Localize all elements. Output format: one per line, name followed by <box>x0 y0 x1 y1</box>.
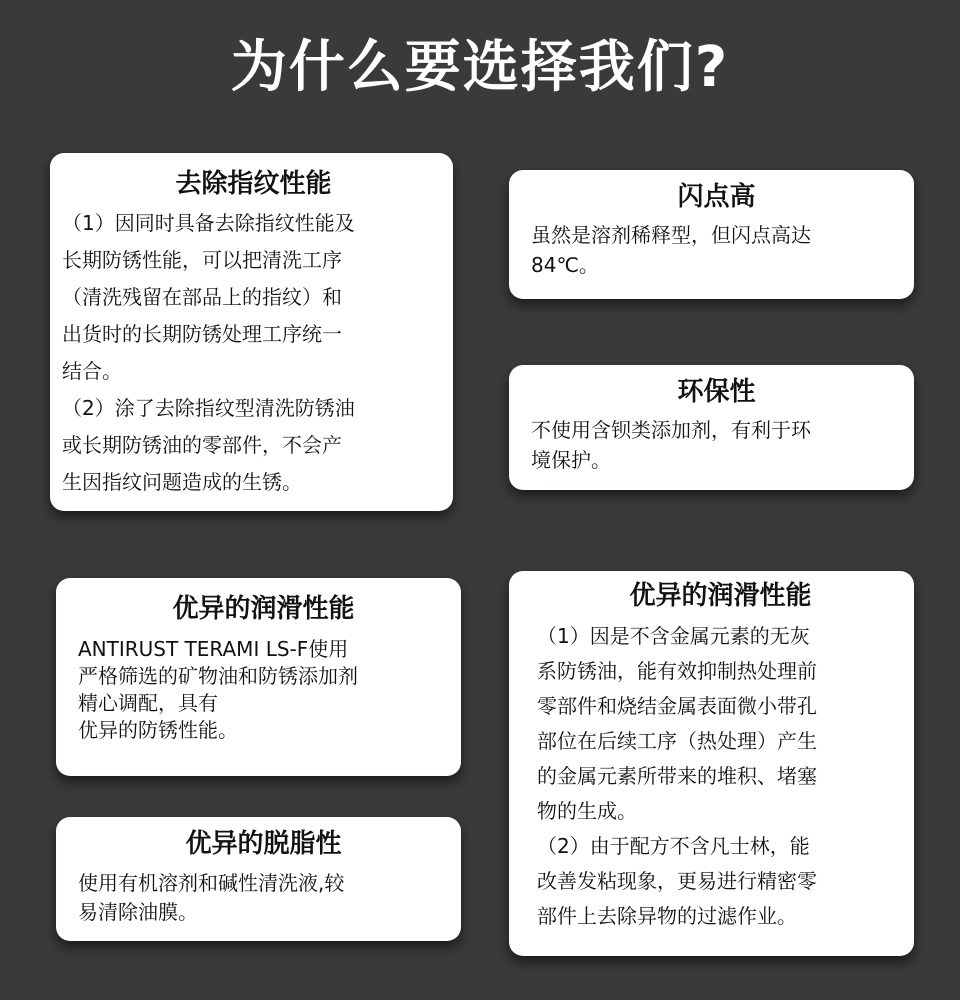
card-fingerprint-removal <box>50 153 453 511</box>
body-line: （2）涂了去除指纹型清洗防锈油 <box>62 396 355 420</box>
body-line: 或长期防锈油的零部件，不会产 <box>62 433 342 457</box>
card-title: 闪点高 <box>677 182 756 212</box>
body-line: （2）由于配方不含凡士林，能 <box>537 834 810 858</box>
card-title: 优异的润滑性能 <box>172 594 355 624</box>
body-line: （1）因是不含金属元素的无灰 <box>537 624 810 648</box>
body-line: 生因指纹问题造成的生锈。 <box>62 470 302 494</box>
body-line: 结合。 <box>62 359 122 383</box>
card-body <box>531 220 902 280</box>
card-high-flash-point <box>509 170 914 299</box>
card-title: 优异的润滑性能 <box>629 581 812 611</box>
card-title: 环保性 <box>677 377 756 407</box>
body-line: （1）因同时具备去除指纹性能及 <box>62 211 355 235</box>
body-line: 的金属元素所带来的堆积、堵塞 <box>537 764 817 788</box>
body-line: 84℃。 <box>531 253 599 277</box>
body-line: 改善发粘现象，更易进行精密零 <box>537 869 817 893</box>
body-line: 长期防锈性能，可以把清洗工序 <box>62 248 342 272</box>
card-title: 去除指纹性能 <box>175 169 332 199</box>
body-line: 系防锈油，能有效抑制热处理前 <box>537 659 817 683</box>
body-line: 境保护。 <box>531 448 611 472</box>
card-lubrication-left <box>56 578 461 776</box>
body-line: 物的生成。 <box>537 799 637 823</box>
card-body <box>62 205 445 501</box>
card-lubrication-right <box>509 571 914 956</box>
body-line: 精心调配，具有 <box>78 691 218 715</box>
body-line: 零部件和烧结金属表面微小带孔 <box>537 694 817 718</box>
body-line: 优异的防锈性能。 <box>78 718 238 742</box>
body-line: 出货时的长期防锈处理工序统一 <box>62 322 342 346</box>
body-line: 使用有机溶剂和碱性清洗液,较 <box>78 871 345 895</box>
card-body <box>537 619 904 934</box>
body-line: 易清除油膜。 <box>78 900 198 924</box>
card-title: 优异的脱脂性 <box>185 829 342 859</box>
card-degreasing <box>56 817 461 941</box>
card-environmental <box>509 365 914 490</box>
body-line: 部件上去除异物的过滤作业。 <box>537 904 797 928</box>
body-line: 虽然是溶剂稀释型，但闪点高达 <box>531 223 811 247</box>
body-line: 部位在后续工序（热处理）产生 <box>537 729 817 753</box>
body-line: 不使用含钡类添加剂，有利于环 <box>531 418 811 442</box>
card-body <box>78 636 449 744</box>
card-body <box>531 415 902 475</box>
body-line: ANTIRUST TERAMI LS-F使用 <box>78 637 349 661</box>
body-line: （清洗残留在部品上的指纹）和 <box>62 285 342 309</box>
card-body <box>78 869 449 927</box>
body-line: 严格筛选的矿物油和防锈添加剂 <box>78 664 358 688</box>
page-title: 为什么要选择我们? <box>230 35 730 100</box>
